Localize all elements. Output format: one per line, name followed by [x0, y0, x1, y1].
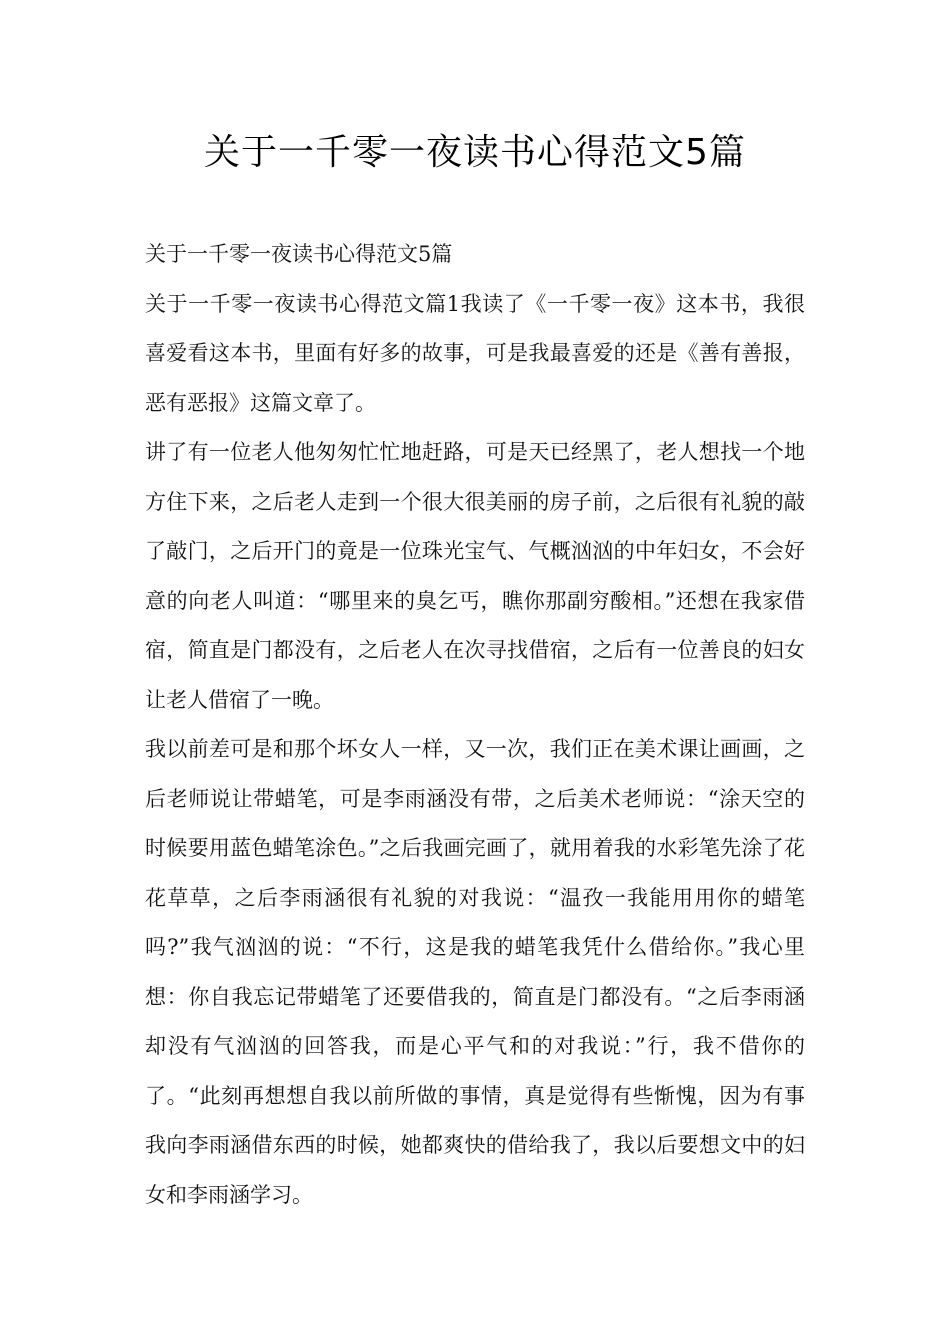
paragraph-story: 讲了有一位老人他匆匆忙忙地赶路，可是天已经黑了，老人想找一个地方住下来，之后老人走到一个很大很美丽的房子前，之后很有礼貌的敲了敲门，之后开门的竟是一位珠光宝气、气概汹汹的中年妇女，不会好意的向老人叫道：“哪里来的臭乞丐，瞧你那副穷酸相。”还想在我家借宿，简直是门都没有，之后老人在次寻找借宿，之后有一位善良的妇女让老人借宿了一晚。	[145, 440, 805, 712]
paragraph-subtitle: 关于一千零一夜读书心得范文5篇	[145, 242, 453, 266]
paragraph-reflection: 我以前差可是和那个坏女人一样，又一次，我们正在美术课让画画，之后老师说让带蜡笔，可是李雨涵没有带，之后美术老师说：“涂天空的时候要用蓝色蜡笔涂色。”之后我画完画了，就用着我的水彩笔先涂了花花草草，之后李雨涵很有礼貌的对我说：“温孜一我能用用你的蜡笔吗?”我气汹汹的说：“不行，这是我的蜡笔我凭什么借给你。”我心里想：你自我忘记带蜡笔了还要借我的，简直是门都没有。“之后李雨涵却没有气汹汹的回答我，而是心平气和的对我说：”行，我不借你的了。“此刻再想想自我以前所做的事情，真是觉得有些惭愧，因为有事我向李雨涵借东西的时候，她都爽快的借给我了，我以后要想文中的妇女和李雨涵学习。	[145, 737, 805, 1207]
document-body	[145, 230, 805, 1220]
document-title: 关于一千零一夜读书心得范文5篇	[204, 132, 746, 173]
paragraph-intro: 关于一千零一夜读书心得范文篇1我读了《一千零一夜》这本书，我很喜爱看这本书，里面有好多的故事，可是我最喜爱的还是《善有善报，恶有恶报》这篇文章了。	[145, 291, 805, 415]
